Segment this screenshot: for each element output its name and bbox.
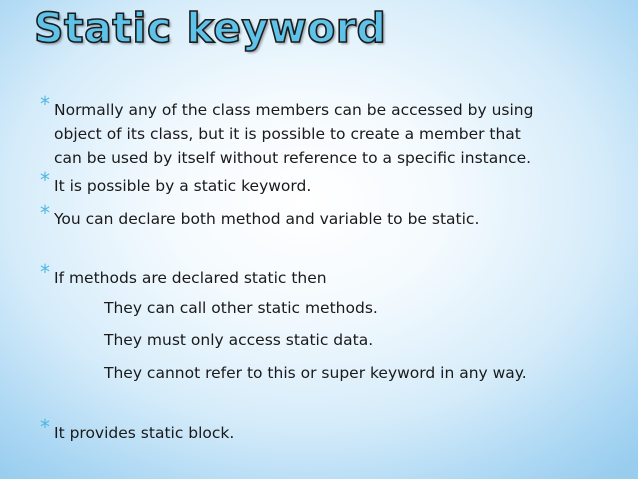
bullet-marker-icon: * bbox=[40, 415, 50, 439]
bullet-marker-icon: * bbox=[40, 92, 50, 116]
bullet-text: Normally any of the class members can be accessed by using bbox=[54, 101, 534, 119]
bullet-marker-icon: * bbox=[40, 260, 50, 284]
bullet-marker-icon: * bbox=[40, 168, 50, 192]
bullet-text: can be used by itself without reference to a specific instance. bbox=[54, 149, 532, 167]
bullet-item bbox=[40, 92, 610, 170]
bullet-item bbox=[40, 415, 610, 445]
bullet-item bbox=[40, 168, 610, 198]
sub-item: They must only access static data. bbox=[104, 331, 374, 349]
bullet-item bbox=[40, 201, 610, 231]
bullet-text: It provides static block. bbox=[54, 424, 235, 442]
bullet-text: It is possible by a static keyword. bbox=[54, 177, 312, 195]
bullet-text: object of its class, but it is possible to create a member that bbox=[54, 125, 521, 143]
bullet-text: If methods are declared static then bbox=[54, 269, 327, 287]
bullet-item bbox=[40, 260, 610, 290]
slide-title: Static keyword bbox=[34, 4, 387, 52]
sub-item: They can call other static methods. bbox=[104, 299, 378, 317]
bullet-marker-icon: * bbox=[40, 201, 50, 225]
sub-item: They cannot refer to this or super keyword in any way. bbox=[104, 364, 527, 382]
bullet-text: You can declare both method and variable to be static. bbox=[54, 210, 480, 228]
